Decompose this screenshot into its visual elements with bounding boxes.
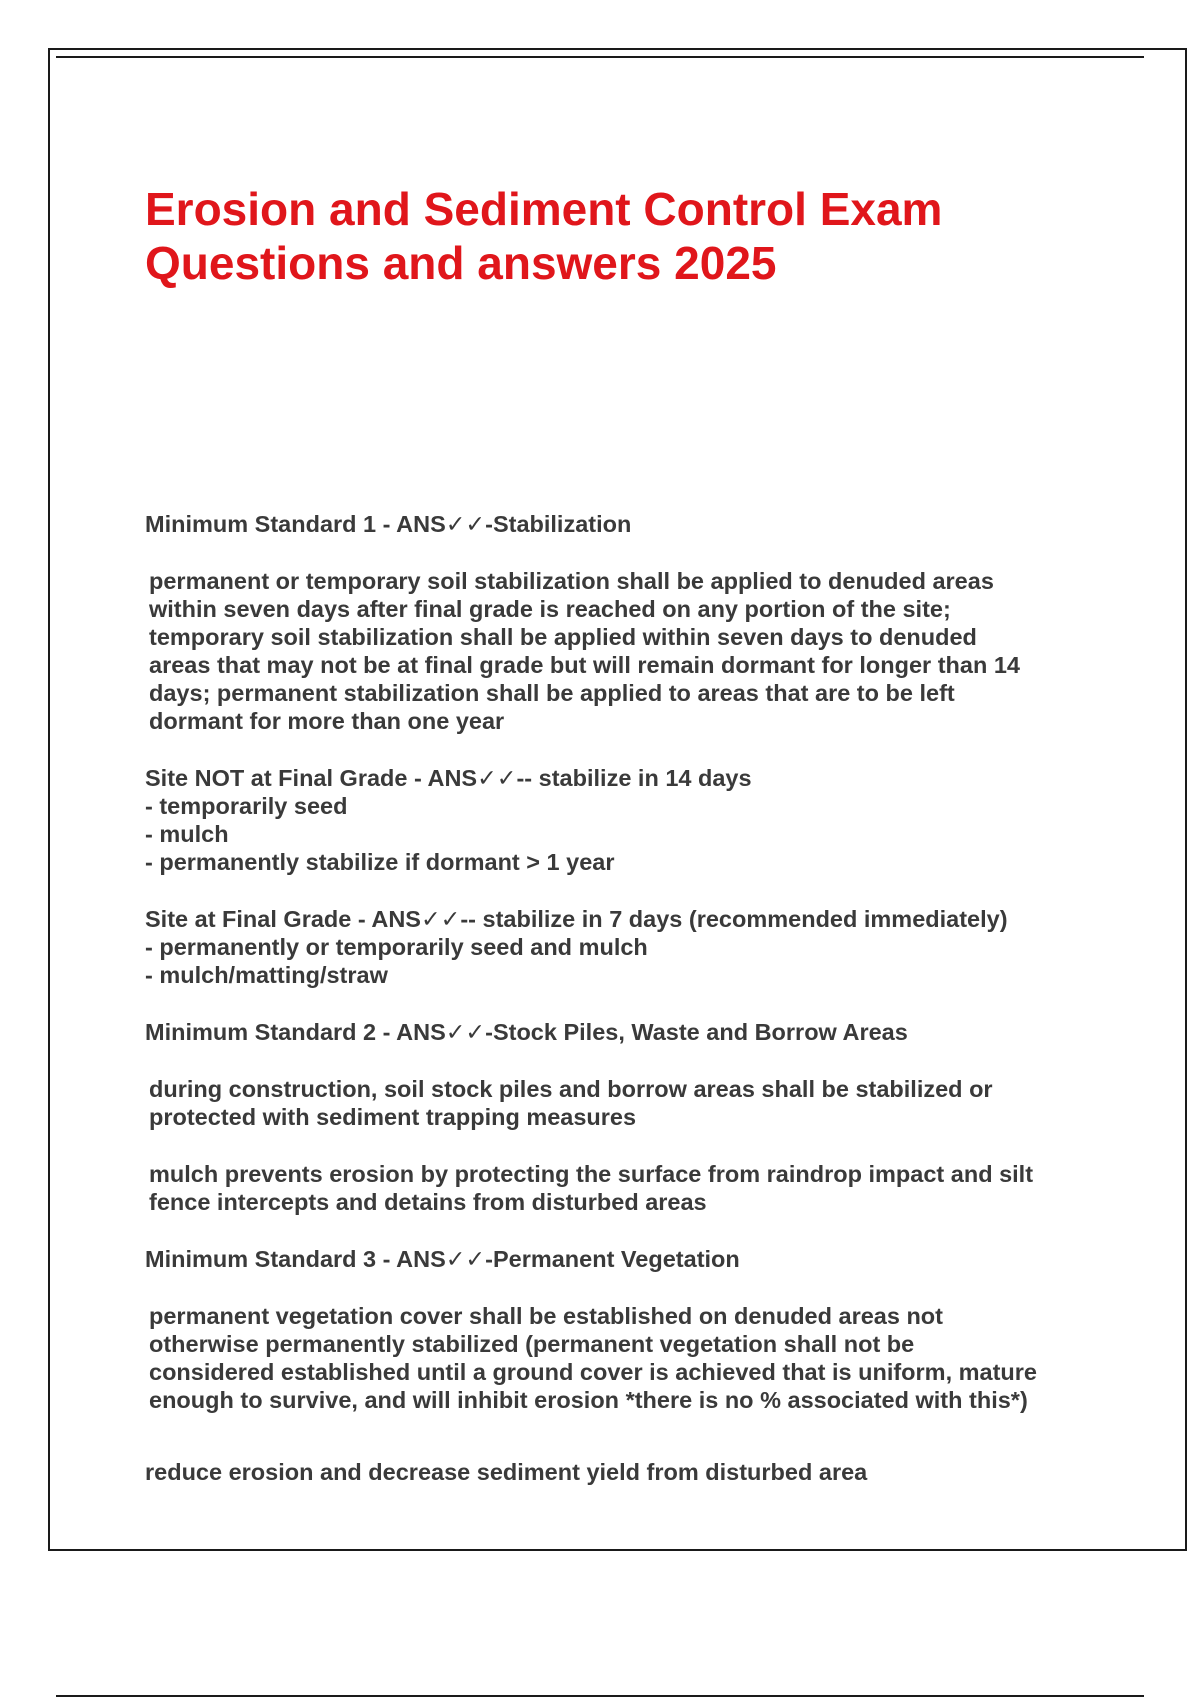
ms1-line: dormant for more than one year: [149, 708, 505, 734]
final-item: - mulch/matting/straw: [145, 962, 388, 988]
title-line-1: Erosion and Sediment Control Exam: [145, 183, 943, 235]
final-item: - permanently or temporarily seed and mulch: [145, 934, 648, 960]
ms1-line: within seven days after final grade is reached on any portion of the site;: [149, 596, 951, 622]
ms2-line: during construction, soil stock piles and borrow areas shall be stabilized or: [149, 1076, 993, 1102]
document-title: [145, 182, 1045, 290]
not-final-item: - permanently stabilize if dormant > 1 year: [145, 849, 615, 875]
ms2-body: [145, 1075, 1095, 1131]
ms3-heading: Minimum Standard 3 - ANS✓✓-Permanent Vegetation: [145, 1246, 740, 1272]
last-answer: reduce erosion and decrease sediment yield from disturbed area: [145, 1459, 868, 1485]
document-body: [145, 510, 1095, 1515]
ms3-line: enough to survive, and will inhibit erosion *there is no % associated with this*): [149, 1387, 1028, 1413]
not-final-grade-block: [145, 764, 1095, 876]
ms3-line: considered established until a ground cover is achieved that is uniform, mature: [149, 1359, 1037, 1385]
ms3-line: otherwise permanently stabilized (permanent vegetation shall not be: [149, 1331, 915, 1357]
title-line-2: Questions and answers 2025: [145, 237, 777, 289]
final-grade-block: [145, 905, 1095, 989]
ms1-body: [145, 567, 1095, 735]
final-heading: Site at Final Grade - ANS✓✓-- stabilize in 7 days (recommended immediately): [145, 906, 1008, 932]
ms3-body: [145, 1302, 1095, 1414]
mulch-body: [145, 1160, 1095, 1216]
ms1-line: temporary soil stabilization shall be applied within seven days to denuded: [149, 624, 977, 650]
ms2-heading: Minimum Standard 2 - ANS✓✓-Stock Piles, Waste and Borrow Areas: [145, 1019, 908, 1045]
not-final-item: - mulch: [145, 821, 229, 847]
not-final-heading: Site NOT at Final Grade - ANS✓✓-- stabilize in 14 days: [145, 765, 752, 791]
ms1-line: permanent or temporary soil stabilization shall be applied to denuded areas: [149, 568, 994, 594]
mulch-line: mulch prevents erosion by protecting the surface from raindrop impact and silt: [149, 1161, 1034, 1187]
mulch-line: fence intercepts and detains from disturbed areas: [149, 1189, 707, 1215]
ms3-line: permanent vegetation cover shall be established on denuded areas not: [149, 1303, 943, 1329]
ms1-line: areas that may not be at final grade but will remain dormant for longer than 14: [149, 652, 1020, 678]
ms2-line: protected with sediment trapping measures: [149, 1104, 637, 1130]
ms1-heading: Minimum Standard 1 - ANS✓✓-Stabilization: [145, 511, 632, 537]
ms1-line: days; permanent stabilization shall be applied to areas that are to be left: [149, 680, 955, 706]
not-final-item: - temporarily seed: [145, 793, 348, 819]
bottom-rule: [56, 1695, 1144, 1697]
